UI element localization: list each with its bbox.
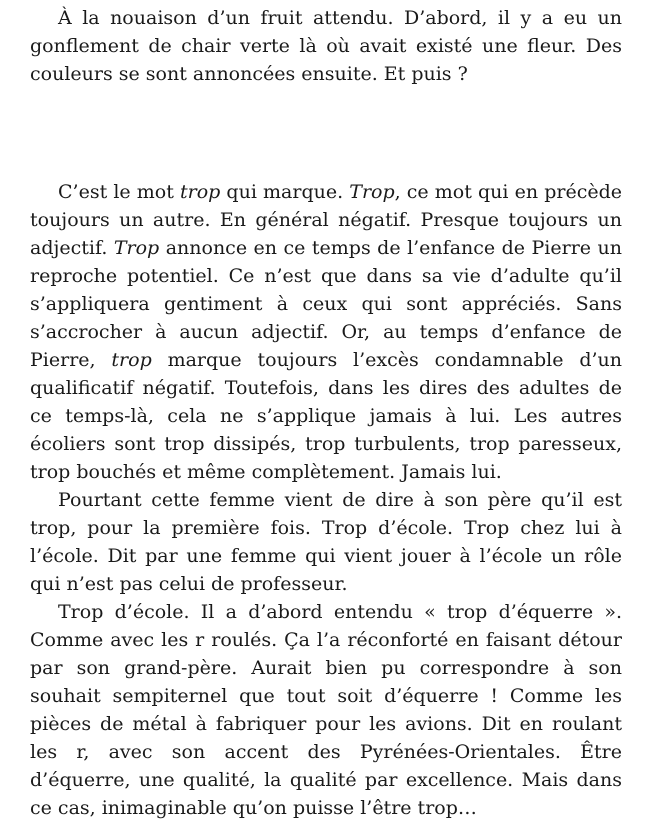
paragraph-trop-d-equerre bbox=[30, 598, 622, 822]
italic-word: Trop bbox=[113, 237, 160, 259]
italic-word: trop bbox=[111, 349, 152, 371]
text-run: qui marque. bbox=[220, 181, 350, 203]
text-run: marque toujours l’excès condamnable d’un qualificatif négatif. Toutefois, dans les dires des adultes de ce temps-là, cela ne s’applique jamais à lui. Les autres écoliers sont trop dissipés, trop turbulents, trop paresseux, trop bouchés et même complètement. Jamais lui. bbox=[30, 349, 622, 483]
text-run: Trop d’école. Il a d’abord entendu « trop d’équerre ». Comme avec les r roulés. Ça l’a réconforté en faisant détour par son grand-père. Aurait bien pu correspondre à son souhait sempiternel que tout soit d’équerre ! Comme les pièces de métal à fabriquer pour les avions. Dit en roulant les r, avec son accent des Pyrénées-Orientales. Être d’équerre, une qualité, la qualité par excellence. Mais dans ce cas, inimaginable qu’on puisse l’être trop… bbox=[30, 601, 622, 819]
italic-word: Trop bbox=[349, 181, 395, 203]
document-page bbox=[30, 0, 622, 822]
paragraph-trop-d-ecole bbox=[30, 486, 622, 598]
text-run: , ce mot qui en précède toujours un autre. En général négatif. Presque toujours un adjectif. bbox=[30, 181, 622, 259]
italic-word: trop bbox=[179, 181, 221, 203]
text-run: À la nouaison d’un fruit attendu. D’abord, il y a eu un gonflement de chair verte là où avait existé une fleur. Des couleurs se sont annoncées ensuite. Et puis ? bbox=[30, 7, 622, 85]
text-run: Pourtant cette femme vient de dire à son père qu’il est trop, pour la première fois. Trop d’école. Trop chez lui à l’école. Dit par une femme qui vient jouer à l’école un rôle qui n’est pas celui de professeur. bbox=[30, 489, 622, 595]
paragraph-nouaison bbox=[30, 4, 622, 88]
text-run: annonce en ce temps de l’enfance de Pierre un reproche potentiel. Ce n’est que dans sa vie d’adulte qu’il s’appliquera gentiment à ceux qui sont appréciés. Sans s’accrocher à aucun adjectif. Or, au temps d’enfance de Pierre, bbox=[30, 237, 622, 371]
text-run: C’est le mot bbox=[58, 181, 180, 203]
paragraph-mot-trop bbox=[30, 178, 622, 486]
